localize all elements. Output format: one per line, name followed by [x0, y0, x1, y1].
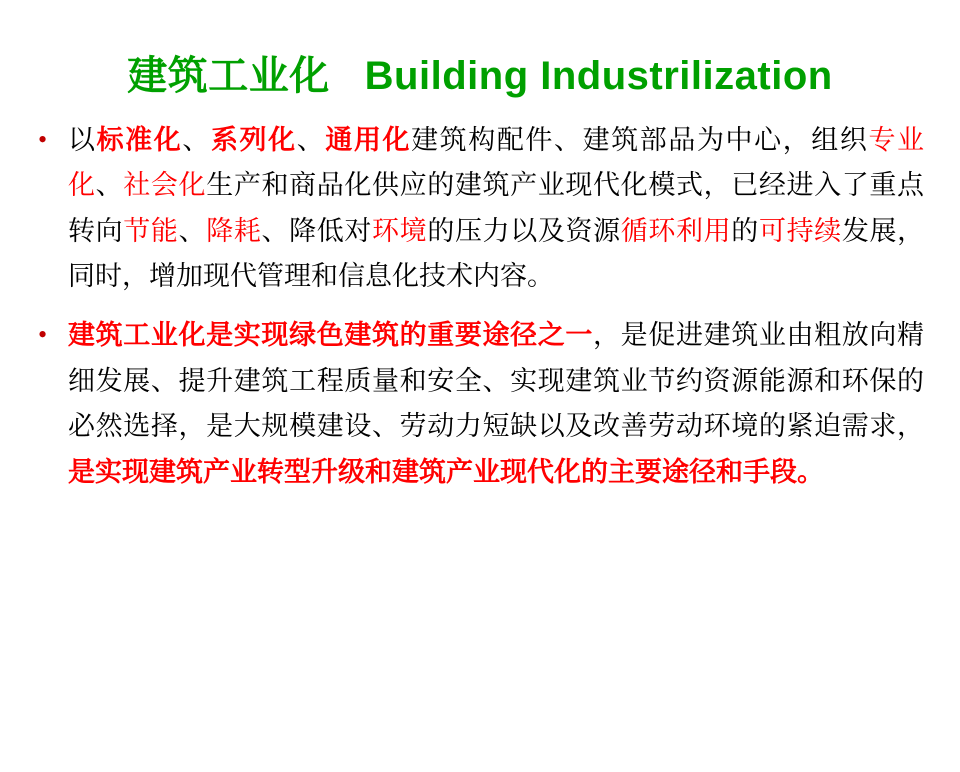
text-run: 、	[182, 125, 211, 155]
text-run: 的	[731, 215, 759, 246]
text-run: 发展，同时，增加现代管理和信息化技术内容。	[68, 215, 925, 292]
text-run: 节能	[123, 215, 179, 246]
text-run: 以	[68, 125, 97, 155]
text-run: 、	[296, 125, 326, 155]
text-run: 专业化	[68, 125, 925, 201]
text-run: 系列化	[210, 125, 297, 155]
text-run: 、	[178, 215, 207, 246]
text-run: 循环利用	[620, 215, 732, 246]
text-run: 降耗	[206, 215, 262, 246]
bullet-list	[0, 118, 960, 495]
text-run: 标准化	[96, 125, 183, 155]
text-run: ，是促进建筑业由粗放向精细发展、提升建筑工程质量和安全、实现建筑业节约资源能源和环保的必然选择，是大规模建设、劳动力短缺以及改善劳动环境的紧迫需求，	[68, 320, 925, 442]
page-title-chinese: 建筑工业化	[127, 54, 330, 98]
page-title-english: Building Industrilization	[364, 54, 833, 98]
text-run: 、	[95, 170, 124, 201]
text-run: 环境	[372, 215, 428, 246]
bullet-1-text	[68, 118, 924, 299]
text-run: 的压力以及资源	[427, 215, 621, 246]
list-item	[30, 118, 924, 299]
text-run: 通用化	[325, 125, 412, 155]
page-title	[0, 52, 960, 100]
text-run: 是实现建筑产业转型升级和建筑产业现代化的主要途径和手段。	[68, 456, 824, 487]
text-run: 、降低对	[261, 215, 373, 246]
bullet-2-text	[68, 313, 924, 494]
text-run: 社会化	[123, 170, 207, 201]
text-run: 生产和商品化供应的建筑产业现代化模式，已经进入了重点转向	[68, 170, 925, 246]
slide	[0, 52, 960, 772]
text-run: 可持续	[758, 215, 842, 246]
list-item	[30, 313, 924, 494]
page-title-spacer	[341, 54, 353, 98]
text-run: 建筑构配件、建筑部品为中心，组织	[411, 125, 869, 155]
text-run: 建筑工业化是实现绿色建筑的重要途径之一	[68, 320, 594, 351]
